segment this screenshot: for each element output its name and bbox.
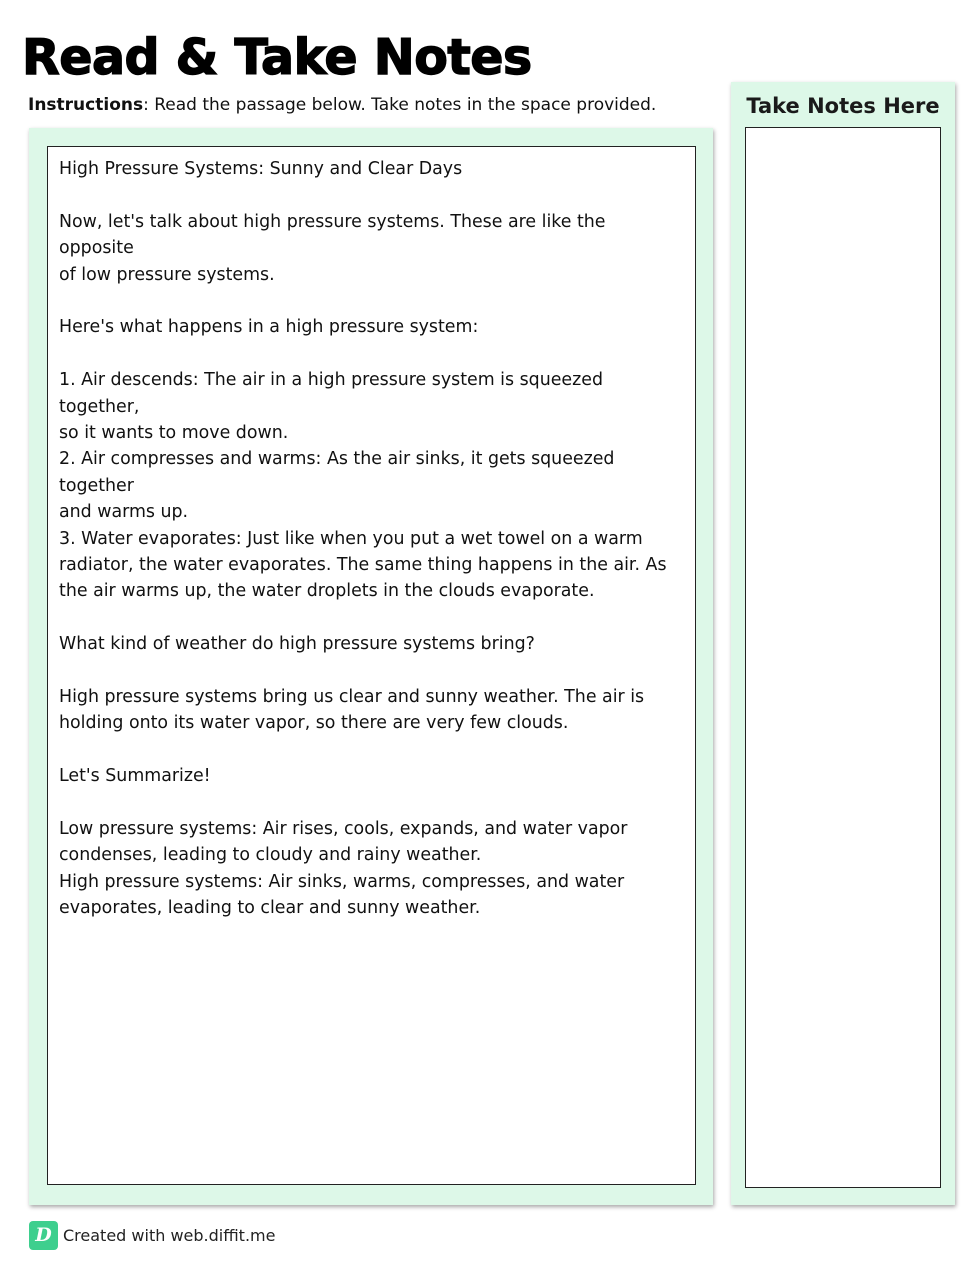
passage-line: condenses, leading to cloudy and rainy weather. — [59, 845, 482, 866]
instructions-label: Instructions — [28, 95, 144, 115]
passage-paragraph — [59, 156, 684, 182]
passage-box — [47, 146, 696, 1185]
passage-panel — [29, 128, 713, 1205]
passage-line: so it wants to move down. — [59, 423, 289, 444]
passage-paragraph — [59, 209, 684, 288]
passage-line: radiator, the water evaporates. The same thing happens in the air. As — [59, 555, 667, 576]
passage-paragraph — [59, 367, 684, 605]
page-title: Read & Take Notes — [22, 29, 532, 86]
passage-line: High Pressure Systems: Sunny and Clear Days — [59, 159, 463, 179]
instructions-text: : Read the passage below. Take notes in the space provided. — [143, 95, 657, 115]
diffit-logo-icon: D — [29, 1221, 58, 1250]
passage-line: 1. Air descends: The air in a high pressure system is squeezed together, — [59, 370, 603, 417]
passage-line: the air warms up, the water droplets in the clouds evaporate. — [59, 581, 595, 602]
passage-line: evaporates, leading to clear and sunny weather. — [59, 898, 481, 919]
passage-line: 2. Air compresses and warms: As the air sinks, it gets squeezed together — [59, 449, 615, 496]
notes-title: Take Notes Here — [746, 94, 940, 118]
passage-line: 3. Water evaporates: Just like when you put a wet towel on a warm — [59, 528, 643, 549]
passage-line: Low pressure systems: Air rises, cools, expands, and water vapor — [59, 819, 628, 840]
passage-line: Let's Summarize! — [59, 766, 211, 787]
footer — [29, 1220, 275, 1250]
passage-paragraph — [59, 816, 684, 922]
passage-line: holding onto its water vapor, so there are very few clouds. — [59, 713, 569, 734]
instructions — [28, 94, 656, 116]
passage-line: Here's what happens in a high pressure system: — [59, 317, 479, 338]
notes-area[interactable] — [745, 127, 941, 1188]
passage-line: of low pressure systems. — [59, 264, 275, 285]
passage-paragraph — [59, 763, 684, 789]
passage-paragraph — [59, 631, 684, 657]
passage-paragraph — [59, 684, 684, 737]
passage-line: What kind of weather do high pressure systems bring? — [59, 634, 535, 655]
footer-credit: Created with web.diffit.me — [63, 1225, 276, 1245]
passage-line: Now, let's talk about high pressure systems. These are like the opposite — [59, 211, 606, 259]
passage-line: High pressure systems: Air sinks, warms, compresses, and water — [59, 871, 625, 892]
passage-line: and warms up. — [59, 502, 189, 523]
notes-panel — [731, 82, 955, 1205]
passage-paragraph — [59, 314, 684, 340]
passage-line: High pressure systems bring us clear and sunny weather. The air is — [59, 687, 645, 708]
